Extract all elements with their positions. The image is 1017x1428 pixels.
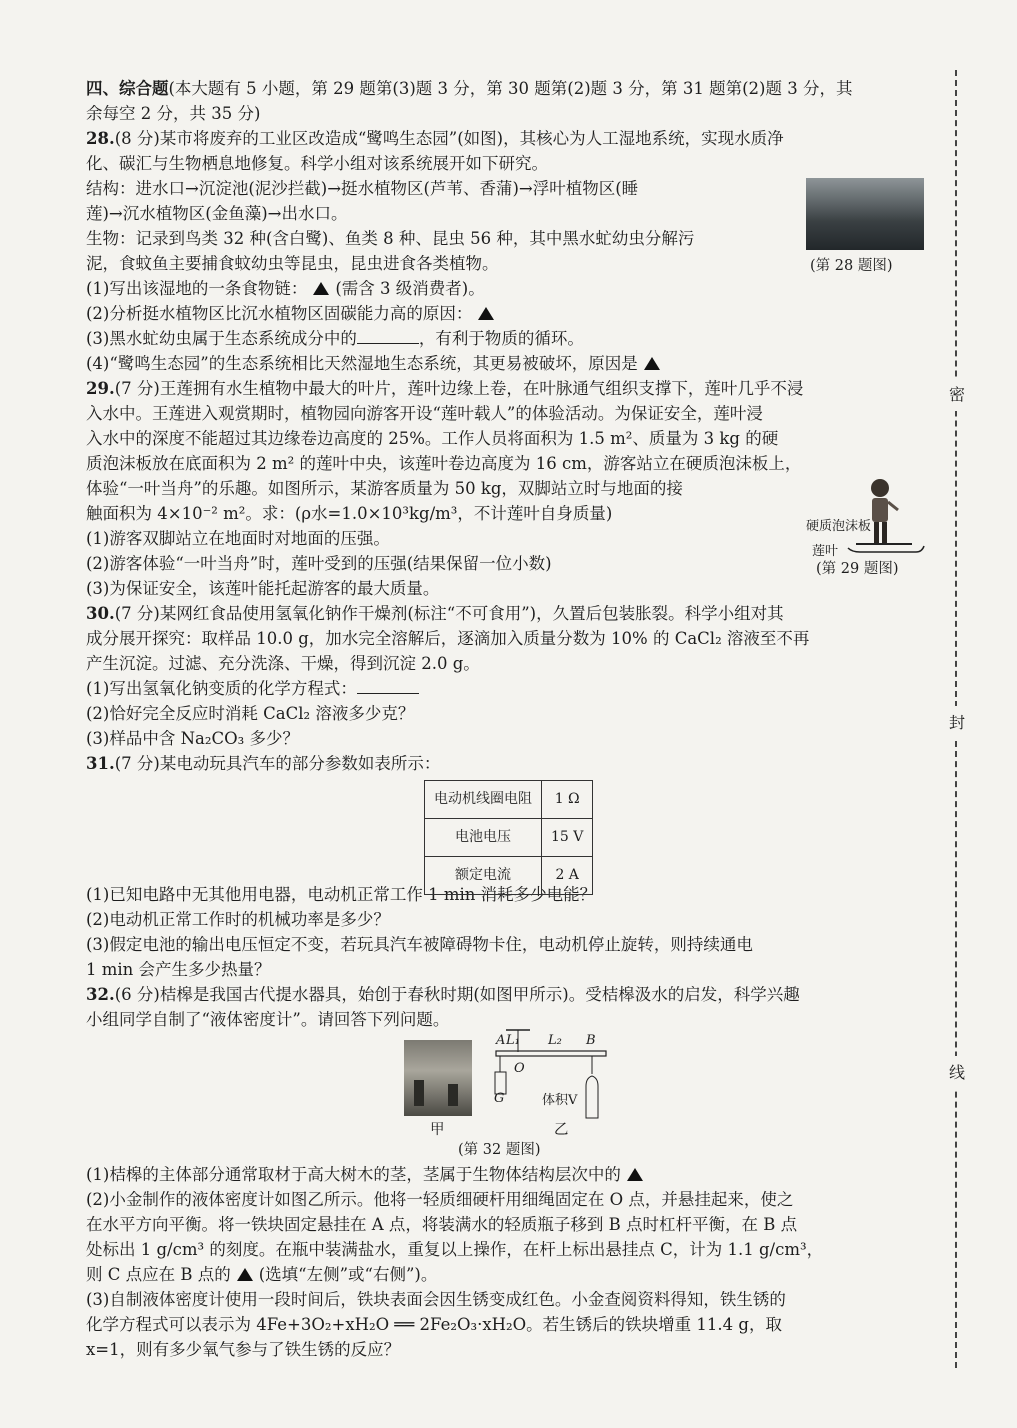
q28-line-1	[86, 126, 930, 151]
answer-triangle-icon	[644, 357, 660, 370]
q32-line-1	[86, 982, 930, 1007]
answer-blank	[357, 679, 419, 694]
q32-sub-3b: 化学方程式可以表示为 4Fe+3O₂+xH₂O ══ 2Fe₂O₃·xH₂O。若生锈后的铁块增重 11.4 g，取	[86, 1315, 782, 1334]
q29-line-2: 入水中。王莲进入观赏期时，植物园向游客开设“莲叶载人”的体验活动。为保证安全，莲叶浸	[86, 404, 763, 423]
q32-sub-2b: 在水平方向平衡。将一铁块固定悬挂在 A 点，将装满水的轻质瓶子移到 B 点时杠杆平衡，在 B 点	[86, 1215, 798, 1234]
section-header	[86, 76, 930, 101]
q30-line-3: 产生沉淀。过滤、充分洗涤、干燥，得到沉淀 2.0 g。	[86, 654, 480, 673]
q30-text-1: (7 分)某网红食品使用氢氧化钠作干燥剂(标注“不可食用”)，久置后包装胀裂。科学小组对其	[114, 604, 784, 623]
q30-sub-1-text: (1)写出氢氧化钠变质的化学方程式：	[86, 679, 357, 698]
q30-line-1	[86, 601, 930, 626]
q28-line-5: 生物：记录到鸟类 32 种(含白鹭)、鱼类 8 种、昆虫 56 种，其中黑水虻幼虫分解污	[86, 229, 695, 248]
section-desc-1: (本大题有 5 小题，第 29 题第(3)题 3 分，第 30 题第(2)题 3 分，第 31 题第(2)题 3 分，其	[168, 79, 853, 98]
q28-text-1: (8 分)某市将废弃的工业区改造成“鹭鸣生态园”(如图)，其核心为人工湿地系统，实现水质净	[114, 129, 784, 148]
q29-line-5: 体验“一叶当舟”的乐趣。如图所示，某游客质量为 50 kg，双脚站立时与地面的接	[86, 479, 683, 498]
lever-label-B: B	[586, 1033, 596, 1048]
q32-sub-3a: (3)自制液体密度计使用一段时间后，铁块表面会因生锈变成红色。小金查阅资料得知，铁生锈的	[86, 1290, 786, 1309]
table-row	[425, 819, 593, 857]
q32-sub-2a: (2)小金制作的液体密度计如图乙所示。他将一轻质细硬杆用细绳固定在 O 点，并悬挂起来，使之	[86, 1190, 794, 1209]
q31-sub-3b: 1 min 会产生多少热量？	[86, 960, 271, 979]
section-desc-2: 余每空 2 分，共 35 分)	[86, 104, 261, 123]
table-cell: 2 A	[542, 857, 593, 895]
table-cell: 电池电压	[425, 819, 542, 857]
table-cell: 1 Ω	[542, 781, 593, 819]
figure-person-shape	[448, 1084, 458, 1106]
q29-line-4: 质泡沫板放在底面积为 2 m² 的莲叶中央，该莲叶卷边高度为 16 cm，游客站立在硬质泡沫板上，	[86, 454, 802, 473]
q28-sub-2	[86, 301, 930, 326]
q30-sub-3: (3)样品中含 Na₂CO₃ 多少？	[86, 729, 300, 748]
q29-text-1: (7 分)王莲拥有水生植物中最大的叶片，莲叶边缘上卷，在叶脉通气组织支撑下，莲叶几乎不浸	[114, 379, 804, 398]
table-row	[425, 781, 593, 819]
q28-line-6: 泥，食蚊鱼主要捕食蚊幼虫等昆虫，昆虫进食各类植物。	[86, 254, 499, 273]
q31-line-1	[86, 751, 930, 776]
q29-line-6: 触面积为 4×10⁻² m²。求：(ρ水=1.0×10³kg/m³，不计莲叶自身质量)	[86, 504, 613, 523]
q29-line-3: 入水中的深度不能超过其边缘卷边高度的 25%。工作人员将面积为 1.5 m²、质量为 3 kg 的硬	[86, 429, 779, 448]
q32-sub-2c: 处标出 1 g/cm³ 的刻度。在瓶中装满盐水，重复以上操作，在杆上标出悬挂点 C，计为 1.1 g/cm³，	[86, 1240, 824, 1259]
answer-blank	[357, 329, 419, 344]
q30-line-2: 成分展开探究：取样品 10.0 g，加水完全溶解后，逐滴加入质量分数为 10% 的 CaCl₂ 溶液至不再	[86, 629, 810, 648]
table-cell: 15 V	[542, 819, 593, 857]
q28-sub-3	[86, 326, 930, 351]
q30-sub-1	[86, 676, 930, 701]
figure-person-shape	[414, 1080, 424, 1106]
q32-number: 32.	[86, 985, 115, 1004]
q31-text-1: (7 分)某电动玩具汽车的部分参数如表所示：	[114, 754, 441, 773]
answer-triangle-icon	[627, 1168, 643, 1181]
q29-sub-3: (3)为保证安全，该莲叶能托起游客的最大质量。	[86, 579, 440, 598]
lever-label-L1: L₁	[506, 1033, 520, 1048]
q32-photo-jia	[404, 1040, 472, 1116]
table-cell: 额定电流	[425, 857, 542, 895]
q28-sub-4-text: (4)“鹭鸣生态园”的生态系统相比天然湿地生态系统，其更易被破坏，原因是	[86, 354, 638, 373]
q28-number: 28.	[86, 129, 115, 148]
q29-sub-2: (2)游客体验“一叶当舟”时，莲叶受到的压强(结果保留一位小数)	[86, 554, 552, 573]
exam-page	[86, 76, 930, 1362]
q32-caption: (第 32 题图)	[458, 1142, 541, 1158]
q28-sub-3-text: (3)黑水虻幼虫属于生态系统成分中的	[86, 329, 357, 348]
q32-figure-area	[86, 1032, 930, 1162]
q30-sub-2: (2)恰好完全反应时消耗 CaCl₂ 溶液多少克？	[86, 704, 415, 723]
q32-sub-1	[86, 1162, 930, 1187]
q28-sub-4	[86, 351, 930, 376]
margin-char-mi: 密	[949, 378, 965, 411]
lever-label-A: A	[496, 1033, 506, 1048]
q28-sub-1-text: (1)写出该湿地的一条食物链：	[86, 279, 308, 298]
table-row	[425, 857, 593, 895]
q32-label-jia: 甲	[430, 1122, 445, 1138]
q32-sub-3c: x=1，则有多少氧气参与了铁生锈的反应？	[86, 1340, 401, 1359]
q31-sub-2: (2)电动机正常工作时的机械功率是多少？	[86, 910, 390, 929]
q32-text-1: (6 分)桔槔是我国古代提水器具，始创于春秋时期(如图甲所示)。受桔槔汲水的启发，科学兴趣	[114, 985, 800, 1004]
q29-line-1	[86, 376, 930, 401]
lever-label-O: O	[514, 1061, 525, 1076]
q28-caption: (第 28 题图)	[810, 258, 893, 274]
q32-sub-2d-text: 则 C 点应在 B 点的	[86, 1265, 231, 1284]
table-cell: 电动机线圈电阻	[425, 781, 542, 819]
q28-sub-1-tail: (需含 3 级消费者)。	[335, 279, 485, 298]
margin-char-xian: 线	[949, 1056, 965, 1089]
q29-number: 29.	[86, 379, 115, 398]
q31-number: 31.	[86, 754, 115, 773]
q29-caption: (第 29 题图)	[816, 561, 899, 577]
q30-number: 30.	[86, 604, 115, 623]
answer-triangle-icon	[313, 282, 329, 295]
q28-wetland-photo	[806, 178, 924, 250]
q31-param-table	[424, 780, 593, 895]
q32-line-2: 小组同学自制了“液体密度计”。请回答下列问题。	[86, 1010, 450, 1029]
q28-line-4: 莲)→沉水植物区(金鱼藻)→出水口。	[86, 204, 348, 223]
q29-label-leaf: 莲叶	[812, 544, 839, 559]
q32-sub-2d-tail: (选填“左侧”或“右侧”)。	[258, 1265, 438, 1284]
q29-sub-1: (1)游客双脚站立在地面时对地面的压强。	[86, 529, 390, 548]
q28-sub-2-text: (2)分析挺水植物区比沉水植物区固碳能力高的原因：	[86, 304, 473, 323]
lever-label-volume: 体积V	[542, 1093, 578, 1108]
answer-triangle-icon	[478, 307, 494, 320]
answer-triangle-icon	[237, 1268, 253, 1281]
q31-sub-1: (1)已知电路中无其他用电器，电动机正常工作 1 min 消耗多少电能？	[86, 885, 597, 904]
q28-sub-1	[86, 276, 930, 301]
lever-label-G: G	[494, 1091, 505, 1106]
q31-sub-3a: (3)假定电池的输出电压恒定不变，若玩具汽车被障碍物卡住，电动机停止旋转，则持续通电	[86, 935, 753, 954]
q32-label-yi: 乙	[554, 1122, 569, 1138]
margin-char-feng: 封	[949, 706, 965, 739]
q32-sub-2d	[86, 1262, 930, 1287]
section-title: 四、综合题	[86, 79, 169, 98]
q32-sub-1-text: (1)桔槔的主体部分通常取材于高大树木的茎，茎属于生物体结构层次中的	[86, 1165, 621, 1184]
q28-line-2: 化、碳汇与生物栖息地修复。科学小组对该系统展开如下研究。	[86, 154, 548, 173]
q28-line-3: 结构：进水口→沉淀池(泥沙拦截)→挺水植物区(芦苇、香蒲)→浮叶植物区(睡	[86, 179, 639, 198]
q29-label-board: 硬质泡沫板	[806, 519, 872, 534]
q31-table-wrap	[86, 776, 930, 882]
lever-label-L2: L₂	[548, 1033, 562, 1048]
q28-sub-3-tail: ，有利于物质的循环。	[418, 329, 584, 348]
